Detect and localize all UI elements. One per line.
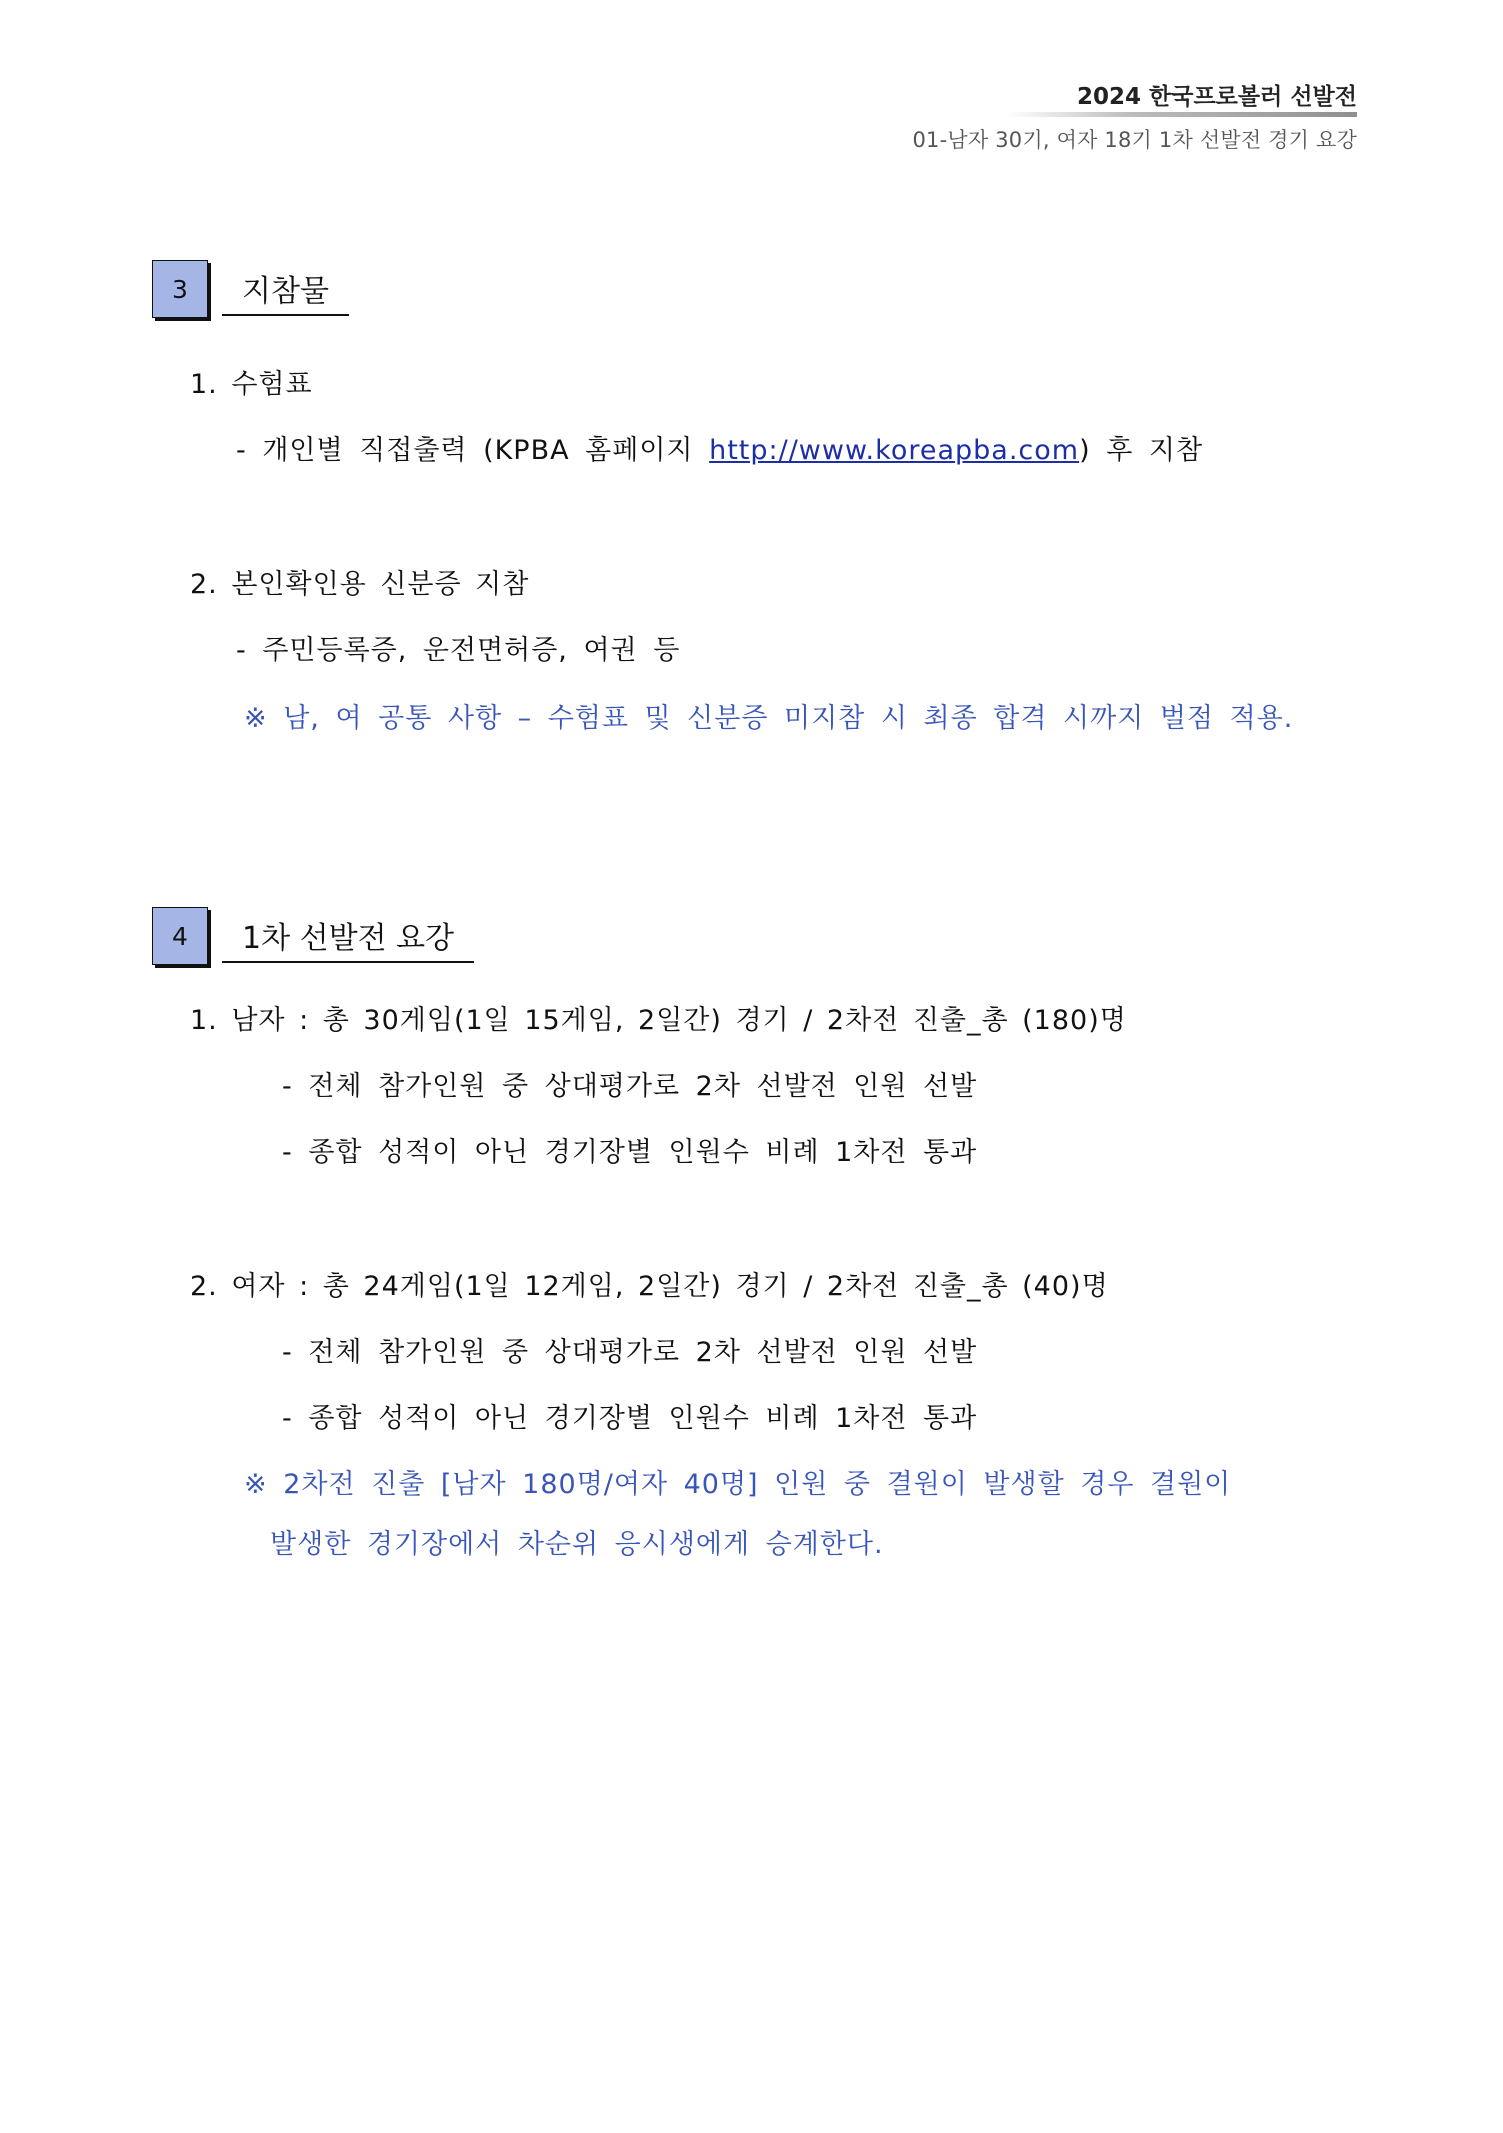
section-4-item-2-bullet-2: - 종합 성적이 아닌 경기장별 인원수 비례 1차전 통과 — [282, 1403, 978, 1434]
section-4-item-2-bullet-1: - 전체 참가인원 중 상대평가로 2차 선발전 인원 선발 — [282, 1337, 978, 1368]
section-3-item-2-label: 2. 본인확인용 신분증 지참 — [190, 569, 530, 600]
document-header-title: 2024 한국프로볼러 선발전 — [1077, 84, 1357, 110]
section-3-item-1-label: 1. 수험표 — [190, 369, 313, 400]
section-4-note-line-2: 발생한 경기장에서 차순위 응시생에게 승계한다. — [270, 1529, 884, 1560]
section-4-item-2-label: 2. 여자 : 총 24게임(1일 12게임, 2일간) 경기 / 2차전 진출_총 (40)명 — [190, 1271, 1109, 1302]
section-4-item-1-label: 1. 남자 : 총 30게임(1일 15게임, 2일간) 경기 / 2차전 진출_총 (180)명 — [190, 1005, 1127, 1036]
bullet-text-suffix: ) 후 지참 — [1079, 435, 1204, 466]
section-4-title: 1차 선발전 요강 — [222, 913, 474, 963]
section-4-number: 4 — [172, 921, 188, 951]
section-4-item-1-bullet-1: - 전체 참가인원 중 상대평가로 2차 선발전 인원 선발 — [282, 1071, 978, 1102]
document-header-subtitle: 01-남자 30기, 여자 18기 1차 선발전 경기 요강 — [912, 128, 1357, 152]
section-3-common-note: ※ 남, 여 공통 사항 – 수험표 및 신분증 미지참 시 최종 합격 시까지 벌점 적용. — [244, 703, 1294, 734]
section-3-number: 3 — [172, 274, 188, 304]
section-4-item-1-bullet-2: - 종합 성적이 아닌 경기장별 인원수 비례 1차전 통과 — [282, 1137, 978, 1168]
section-4-number-box — [152, 907, 208, 965]
header-divider — [1007, 112, 1357, 117]
kpba-homepage-link[interactable]: http://www.koreapba.com — [709, 435, 1080, 466]
section-3-item-1-bullet — [236, 428, 1203, 467]
section-3-title: 지참물 — [222, 266, 349, 316]
section-4-note-line-1: ※ 2차전 진출 [남자 180명/여자 40명] 인원 중 결원이 발생할 경우 결원이 — [244, 1469, 1232, 1500]
section-3-item-2-bullet: - 주민등록증, 운전면허증, 여권 등 — [236, 635, 681, 666]
section-3-number-box — [152, 260, 208, 318]
bullet-text-prefix: - 개인별 직접출력 (KPBA 홈페이지 — [236, 435, 710, 466]
